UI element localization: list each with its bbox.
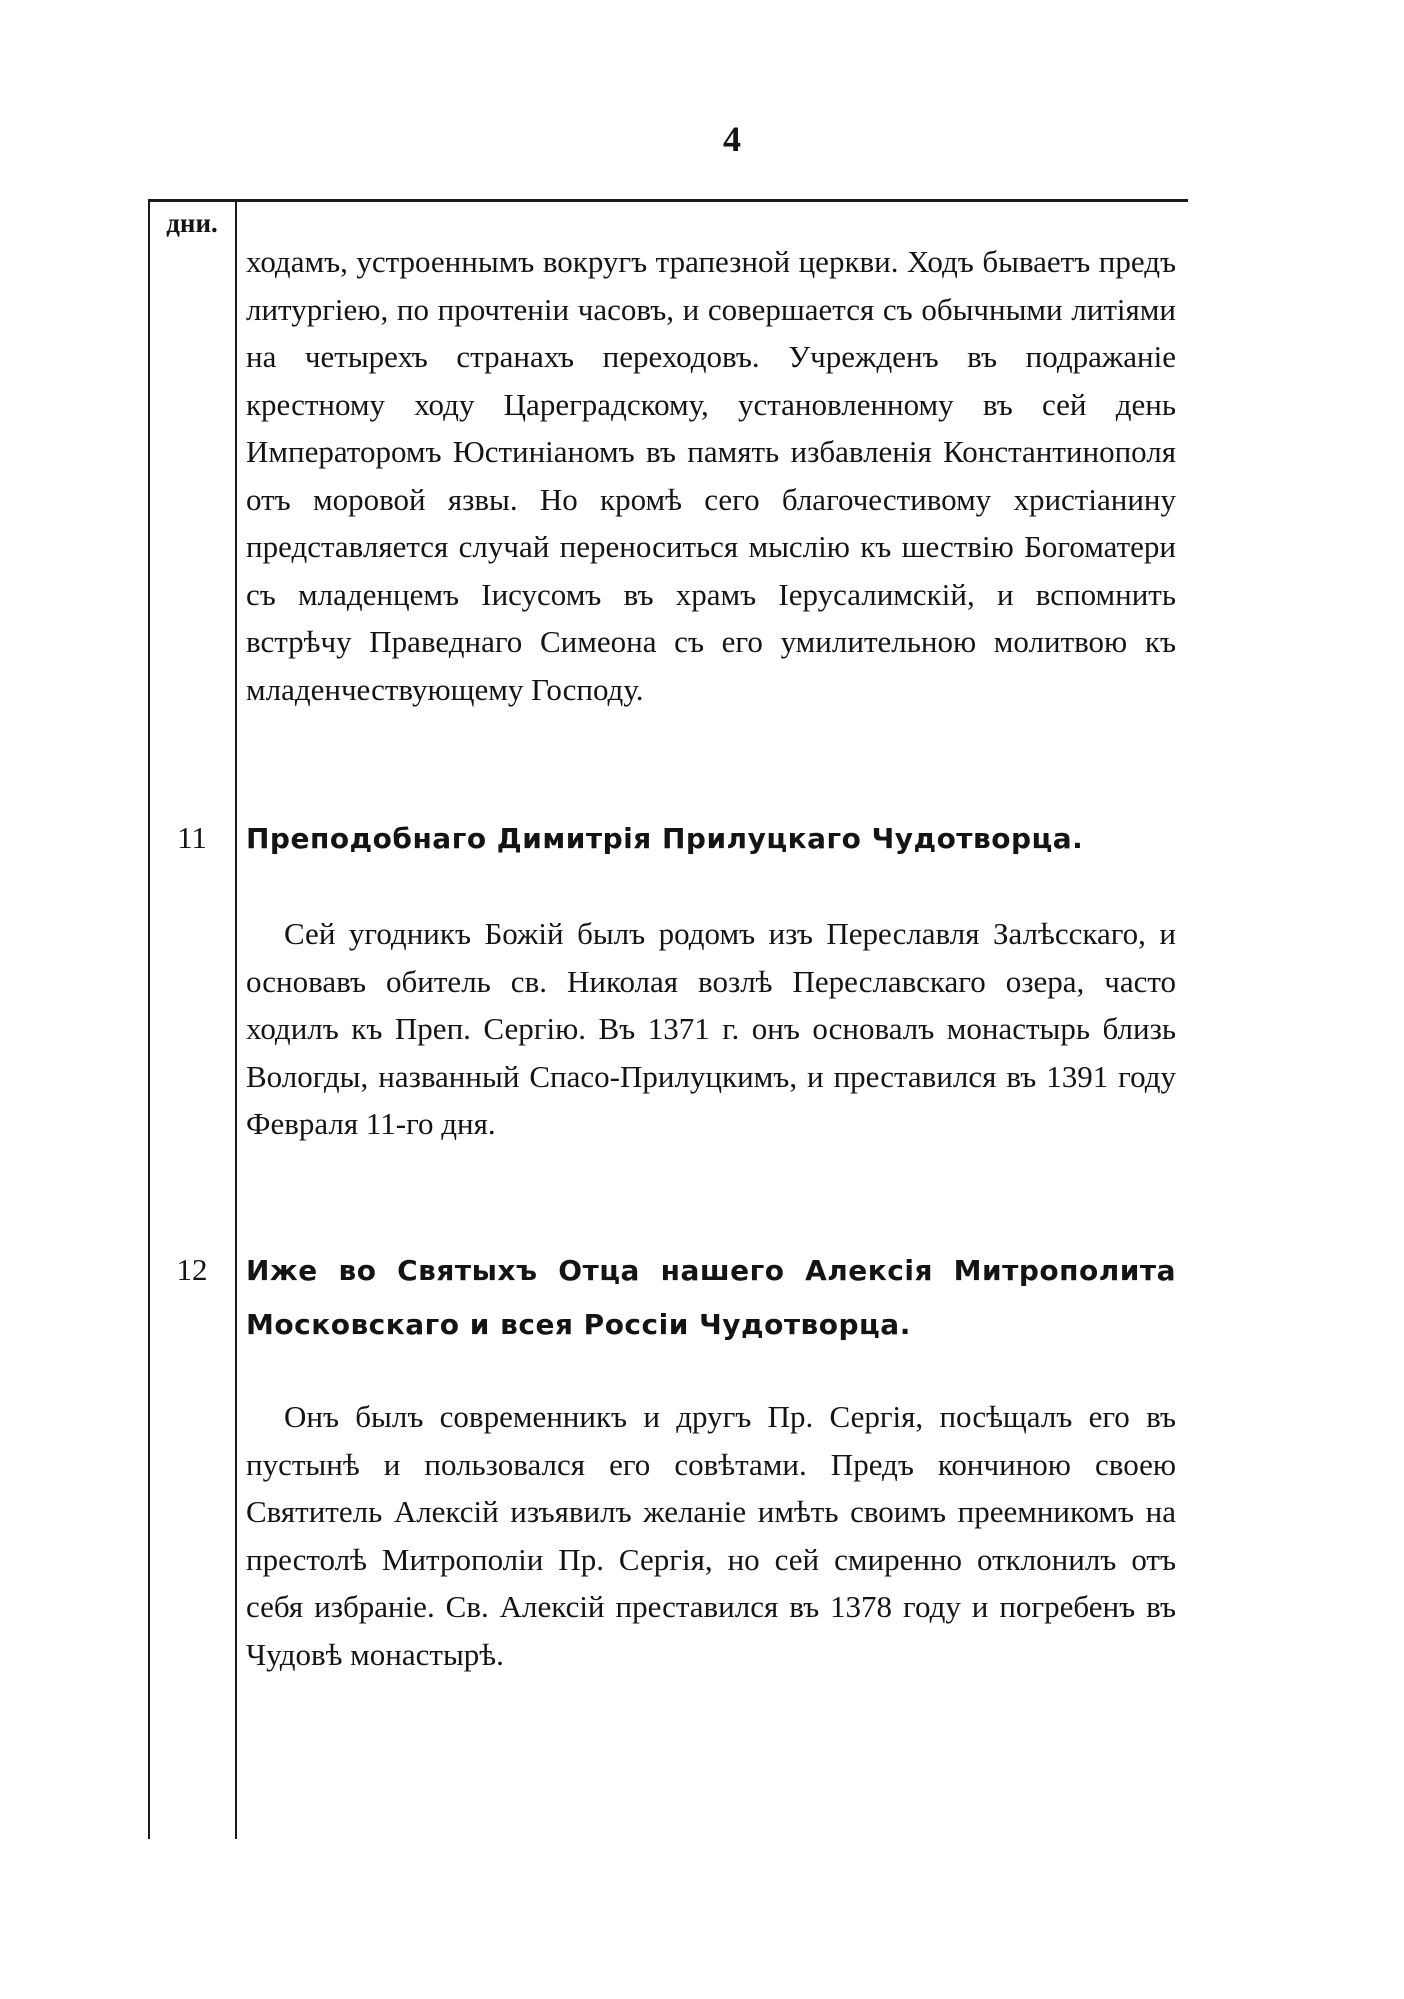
entry-paragraph-alexius: Онъ былъ современникъ и другъ Пр. Сергія, посѣщалъ его въ пустынѣ и пользовался его совѣтами. Предъ кончиною своею Святитель Алексій изъявилъ желаніе имѣть своимъ преемникомъ на престолѣ Митрополіи Пр. Сергія, но сей смиренно отклонилъ отъ себя избраніе. Св. Алексій преставился въ 1378 году и погребенъ въ Чудовѣ монастырѣ.	[246, 1399, 1176, 1672]
page-number: 4	[723, 119, 741, 159]
margin-column-rule	[235, 199, 237, 1839]
day-number-12: 12	[176, 1252, 208, 1287]
entry-heading-alexius: Иже во Святыхъ Отца нашего Алексія Митрополита Московскаго и всея Россіи Чудотворца.	[246, 1254, 1176, 1341]
days-column-label: дни.	[166, 208, 218, 238]
table-left-rule	[148, 199, 150, 1839]
entry-paragraph-dimitry: Сей угодникъ Божій былъ родомъ изъ Переславля Залѣсскаго, и основавъ обитель св. Николая возлѣ Переславскаго озера, часто ходилъ къ Преп. Сергію. Въ 1371 г. онъ основалъ монастырь близь Вологды, названный Спасо-Прилуцкимъ, и преставился въ 1391 году Февраля 11-го дня.	[246, 916, 1176, 1141]
continuation-paragraph: ходамъ, устроеннымъ вокругъ трапезной церкви. Ходъ бываетъ предъ литургіею, по прочтеніи часовъ, и совершается съ обычными литіями на четырехъ странахъ переходовъ. Учрежденъ въ подражаніе крестному ходу Цареградскому, установленному въ сей день Императоромъ Юстиніаномъ въ память избавленія Константинополя отъ моровой язвы. Но кромѣ сего благочестивому христіанину представляется случай переноситься мыслію къ шествію Богоматери съ младенцемъ Іисусомъ въ храмъ Іерусалимскій, и вспомнить встрѣчу Праведнаго Симеона съ его умилительною молитвою къ младенчествующему Господу.	[246, 244, 1176, 707]
table-top-rule	[148, 199, 1188, 202]
day-number-11: 11	[177, 820, 207, 855]
entry-heading-dimitry: Преподобнаго Димитрія Прилуцкаго Чудотворца.	[246, 822, 1084, 855]
